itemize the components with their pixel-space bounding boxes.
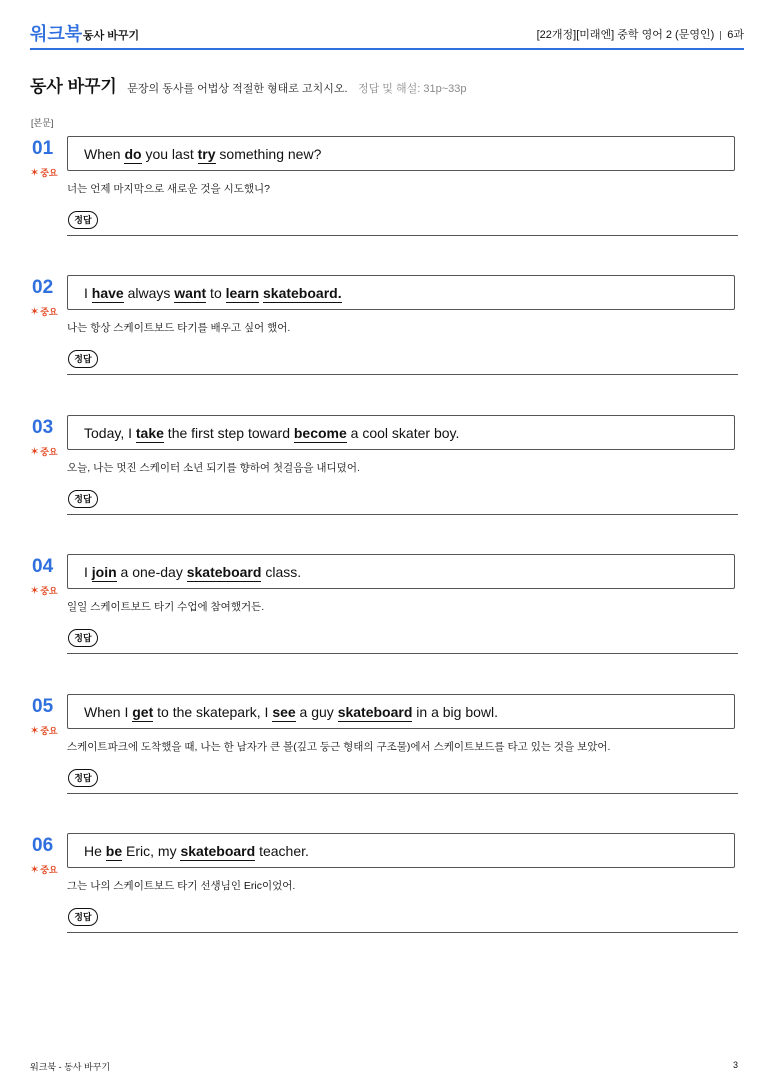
question-box: [67, 554, 735, 589]
korean-translation: 그는 나의 스케이트보드 타기 선생님인 Eric이었어.: [67, 880, 296, 892]
target-verb: skateboard: [186, 564, 262, 580]
question-box: [67, 415, 735, 450]
important-badge: [30, 863, 58, 876]
target-verb: have: [91, 285, 124, 301]
korean-translation: 오늘, 나는 멋진 스케이터 소년 되기를 향하여 첫걸음을 내디뎠어.: [67, 462, 360, 474]
sentence-text: a one-day: [116, 564, 187, 580]
important-badge: [30, 584, 58, 597]
sentence-text: class.: [261, 564, 302, 580]
badge-label: 중요: [40, 447, 58, 457]
burst-icon: ✶: [30, 725, 40, 737]
sentence-text: always: [123, 285, 175, 301]
exercise-item: [30, 554, 738, 654]
question-box: [67, 833, 735, 868]
question-box: [67, 694, 735, 729]
important-badge: [30, 166, 58, 179]
answer-button[interactable]: 정답: [68, 211, 98, 229]
important-badge: [30, 305, 58, 318]
question-sentence: [84, 285, 342, 301]
target-verb: become: [293, 425, 347, 441]
answer-button[interactable]: 정답: [68, 908, 98, 926]
answer-line: [67, 514, 738, 515]
course-info: [537, 26, 744, 42]
page-title: 동사 바꾸기: [30, 77, 117, 96]
sentence-text: When: [84, 146, 125, 162]
target-verb: see: [272, 704, 296, 720]
exercise-item: [30, 833, 738, 933]
target-verb: skateboard: [337, 704, 413, 720]
course-name: [22개정][미래엔] 중학 영어 2 (문영인): [536, 29, 715, 41]
target-verb: learn: [225, 285, 260, 301]
korean-translation: 나는 항상 스케이트보드 타기를 배우고 싶어 했어.: [67, 322, 291, 334]
lesson-number: 6과: [727, 29, 744, 41]
sentence-text: to the skatepark, I: [153, 704, 273, 720]
exercise-item: [30, 415, 738, 515]
burst-icon: ✶: [30, 446, 40, 458]
sentence-text: something new?: [215, 146, 322, 162]
question-sentence: [84, 564, 301, 580]
burst-icon: ✶: [30, 306, 40, 318]
sentence-text: a cool skater boy.: [346, 425, 460, 441]
target-verb: get: [132, 704, 154, 720]
badge-label: 중요: [40, 865, 58, 875]
exercise-item: [30, 694, 738, 794]
badge-label: 중요: [40, 168, 58, 178]
target-verb: be: [105, 843, 123, 859]
sentence-text: Today, I: [84, 425, 136, 441]
question-sentence: [84, 843, 309, 859]
korean-translation: 스케이트파크에 도착했을 때, 나는 한 남자가 큰 볼(깊고 둥근 형태의 구조물)에서 스케이트보드를 타고 있는 것을 보았어.: [67, 741, 611, 753]
target-verb: take: [135, 425, 164, 441]
item-number: 02: [32, 277, 54, 298]
badge-label: 중요: [40, 307, 58, 317]
question-sentence: [84, 704, 498, 720]
answer-line: [67, 653, 738, 654]
divider: [720, 31, 721, 40]
target-verb: skateboard: [180, 843, 256, 859]
answer-line: [67, 793, 738, 794]
important-badge: [30, 724, 58, 737]
page-number: 3: [732, 1060, 738, 1070]
answer-reference: 정답 및 해설: 31p~33p: [357, 83, 467, 95]
answer-button[interactable]: 정답: [68, 629, 98, 647]
answer-button[interactable]: 정답: [68, 769, 98, 787]
target-verb: skateboard.: [263, 285, 342, 301]
question-sentence: [84, 146, 321, 162]
sentence-text: I: [84, 564, 92, 580]
brand-title: 워크북: [30, 24, 83, 44]
sentence-text: to: [206, 285, 226, 301]
sentence-text: the first step toward: [163, 425, 294, 441]
item-number: 04: [32, 556, 54, 577]
question-sentence: [84, 425, 459, 441]
target-verb: do: [124, 146, 142, 162]
korean-translation: 너는 언제 마지막으로 새로운 것을 시도했니?: [67, 183, 270, 195]
sentence-text: teacher.: [255, 843, 309, 859]
sentence-text: in a big bowl.: [412, 704, 499, 720]
answer-button[interactable]: 정답: [68, 350, 98, 368]
burst-icon: ✶: [30, 864, 40, 876]
item-number: 03: [32, 417, 54, 438]
important-badge: [30, 445, 58, 458]
header-subtitle: 동사 바꾸기: [83, 30, 140, 42]
answer-line: [67, 374, 738, 375]
sentence-text: Eric, my: [122, 843, 181, 859]
sentence-text: When I: [84, 704, 133, 720]
answer-line: [67, 932, 738, 933]
target-verb: want: [174, 285, 207, 301]
korean-translation: 일일 스케이트보드 타기 수업에 참여했거든.: [67, 601, 265, 613]
footer-title: 워크북 - 동사 바꾸기: [30, 1062, 111, 1072]
badge-label: 중요: [40, 586, 58, 596]
item-number: 01: [32, 138, 54, 159]
title-row: [30, 72, 744, 97]
target-verb: try: [197, 146, 216, 162]
sentence-text: He: [84, 843, 106, 859]
exercise-item: [30, 136, 738, 236]
badge-label: 중요: [40, 726, 58, 736]
question-box: [67, 275, 735, 310]
sentence-text: I: [84, 285, 92, 301]
page-header: [30, 20, 744, 50]
instruction-text: 문장의 동사를 어법상 적절한 형태로 고치시오.: [127, 83, 348, 95]
section-label: [본문]: [31, 118, 54, 128]
item-number: 06: [32, 835, 54, 856]
answer-line: [67, 235, 738, 236]
sentence-text: a guy: [295, 704, 338, 720]
burst-icon: ✶: [30, 167, 40, 179]
burst-icon: ✶: [30, 585, 40, 597]
sentence-text: you last: [141, 146, 198, 162]
question-box: [67, 136, 735, 171]
answer-button[interactable]: 정답: [68, 490, 98, 508]
item-number: 05: [32, 696, 54, 717]
exercise-item: [30, 275, 738, 375]
target-verb: join: [91, 564, 117, 580]
